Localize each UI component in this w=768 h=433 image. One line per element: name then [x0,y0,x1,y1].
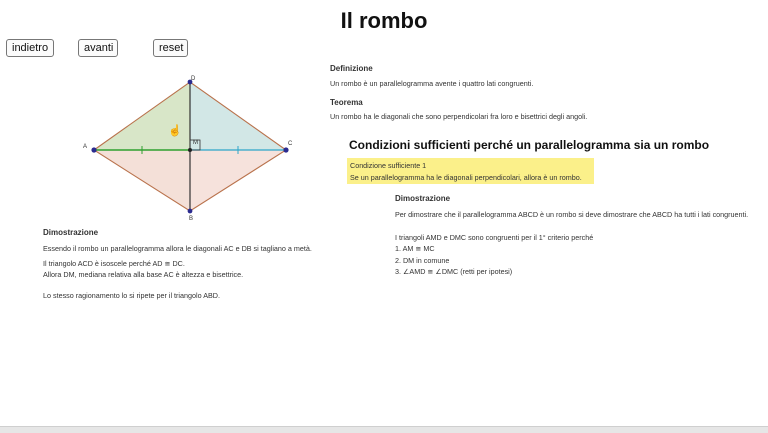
vertex-b-label: B [189,216,194,222]
left-demo-line2: Il triangolo ACD è isoscele perché AD ≅ DC. [43,259,185,268]
theorem-heading: Teorema [330,98,363,107]
point-m [188,148,192,152]
right-demo-heading: Dimostrazione [395,194,451,203]
reset-button[interactable]: reset [153,39,188,57]
right-demo-line2: I triangoli AMD e DMC sono congruenti per il 1° criterio perché [395,233,594,242]
left-demo-line1: Essendo il rombo un parallelogramma allora le diagonali AC e DB si tagliano a metà. [43,244,312,253]
point-c [283,147,288,152]
hand-cursor-icon: ☝ [168,125,182,137]
right-demo-item2: 2. DM in comune [395,256,450,265]
right-demo-line1: Per dimostrare che il parallelogramma ABCD è un rombo si deve dimostrare che ABCD ha tutti i lati congruenti. [395,210,749,219]
vertex-a-label: A [83,144,88,150]
back-button[interactable]: indietro [6,39,54,57]
condition1-text: Se un parallelogramma ha le diagonali perpendicolari, allora è un rombo. [350,173,582,182]
left-demo-line3: Allora DM, mediana relativa alla base AC è altezza e bisettrice. [43,270,244,279]
conditions-heading: Condizioni sufficienti perché un parallelogramma sia un rombo [349,138,710,152]
theorem-text: Un rombo ha le diagonali che sono perpendicolari fra loro e bisettrici degli angoli. [330,112,588,121]
vertex-m-label: M [193,140,198,146]
left-demo-line4: Lo stesso ragionamento lo si ripete per il triangolo ABD. [43,291,220,300]
point-b [188,209,193,214]
right-demo-item1: 1. AM ≅ MC [395,244,435,253]
forward-button[interactable]: avanti [78,39,118,57]
condition1-title: Condizione sufficiente 1 [350,161,427,170]
definition-heading: Definizione [330,64,373,73]
point-a [91,147,96,152]
rhombus-drawing [70,72,310,222]
definition-text: Un rombo è un parallelogramma avente i quattro lati congruenti. [330,79,534,88]
vertex-c-label: C [288,141,293,147]
vertex-d-label: D [191,76,196,82]
left-demo-heading: Dimostrazione [43,228,99,237]
page-title: Il rombo [340,8,428,33]
right-demo-item3: 3. ∠AMD ≅ ∠DMC (retti per ipotesi) [395,267,513,276]
rhombus-figure[interactable] [70,72,310,222]
